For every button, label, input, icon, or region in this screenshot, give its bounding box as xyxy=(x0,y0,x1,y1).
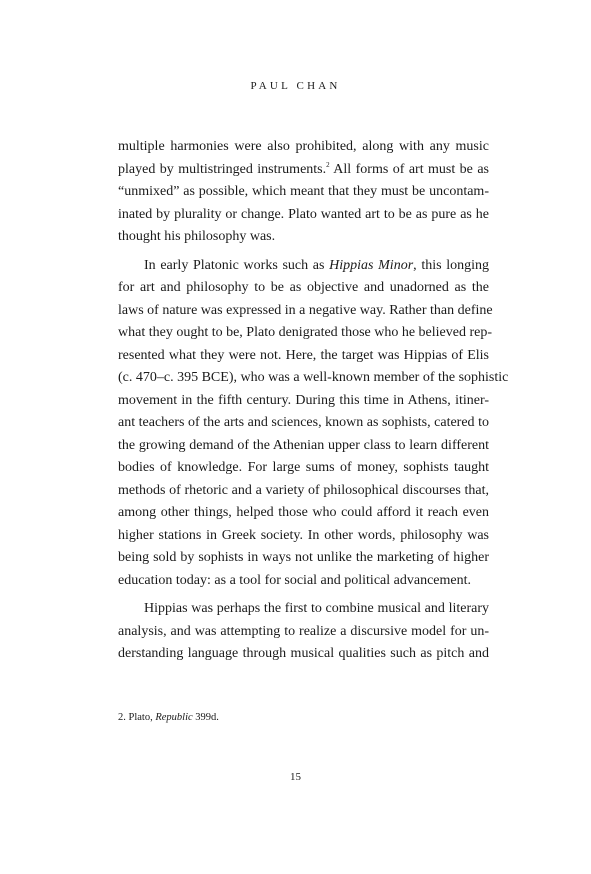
text-line: education today: as a tool for social and political advancement. xyxy=(118,572,471,588)
text-span: , this longing xyxy=(413,257,489,273)
footnote-number: 2. Plato, xyxy=(118,712,156,723)
text-span: played by multistringed instruments. xyxy=(118,161,327,177)
footnote xyxy=(118,712,219,723)
text-line: what they ought to be, Plato denigrated those who he believed rep- xyxy=(118,325,493,340)
text-line: thought his philosophy was. xyxy=(118,229,276,244)
running-header: PAUL CHAN xyxy=(250,80,341,92)
text-span: In early Platonic works such as xyxy=(144,257,330,273)
text-line xyxy=(118,159,489,182)
text-line: (c. 470–c. 395 BCE), who was a well-known member of the sophistic xyxy=(118,370,509,385)
text-line: laws of nature was expressed in a negative way. Rather than define xyxy=(118,302,493,318)
text-line: for art and philosophy to be as objective and unadorned as the xyxy=(118,280,489,295)
text-line: bodies of knowledge. For large sums of money, sophists taught xyxy=(118,460,489,475)
text-line: derstanding language through musical qualities such as pitch and xyxy=(118,646,489,661)
footnote-ref: 399d. xyxy=(192,712,219,723)
footnote-marker: 2 xyxy=(326,160,330,169)
text-line xyxy=(118,255,489,278)
text-line: methods of rhetoric and a variety of philosophical discourses that, xyxy=(118,482,489,498)
text-line: among other things, helped those who could afford it reach even xyxy=(118,505,489,520)
paragraph xyxy=(118,255,509,593)
page-number: 15 xyxy=(290,771,301,783)
text-line: movement in the fifth century. During this time in Athens, itiner- xyxy=(118,392,489,408)
text-line: higher stations in Greek society. In other words, philosophy was xyxy=(118,527,489,543)
text-line: multiple harmonies were also prohibited, along with any music xyxy=(118,139,489,154)
body-text xyxy=(118,136,509,666)
italic-title: Hippias Minor xyxy=(329,257,414,273)
text-line: Hippias was perhaps the first to combine musical and literary xyxy=(144,601,489,616)
footnote-title: Republic xyxy=(155,712,193,723)
text-span: All forms of art must be as xyxy=(329,161,489,177)
paragraph xyxy=(118,136,489,249)
text-line: resented what they were not. Here, the target was Hippias of Elis xyxy=(118,347,489,363)
text-line: analysis, and was attempting to realize a discursive model for un- xyxy=(118,623,489,639)
text-line: inated by plurality or change. Plato wanted art to be as pure as he xyxy=(118,206,489,222)
text-line: “unmixed” as possible, which meant that they must be uncontam- xyxy=(118,184,489,199)
paragraph xyxy=(118,598,489,666)
text-line: ant teachers of the arts and sciences, known as sophists, catered to xyxy=(118,415,489,430)
text-line: being sold by sophists in ways not unlike the marketing of higher xyxy=(118,550,489,565)
text-line: the growing demand of the Athenian upper class to learn different xyxy=(118,437,489,453)
